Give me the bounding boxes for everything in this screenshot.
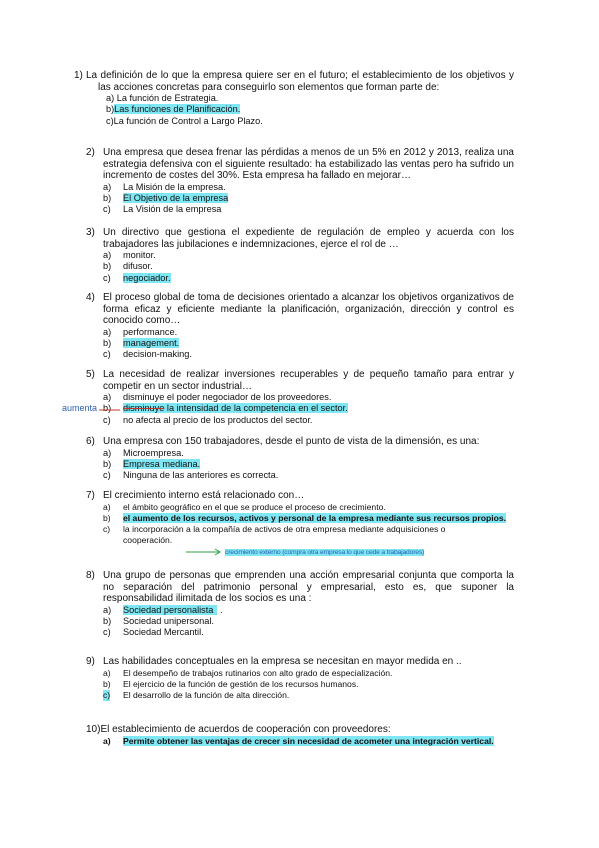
q3-option-b: b) difusor. [103, 261, 153, 272]
question-5-text: 5) La necesidad de realizar inversiones recuperables y de pequeño tamaño para entrar y competir en un sector industrial… [86, 369, 514, 392]
handwritten-note-aumenta: aumenta [62, 403, 98, 413]
arrow-right-icon [186, 548, 224, 556]
question-10 [86, 724, 514, 747]
question-6 [86, 436, 514, 481]
q8-option-c: c) Sociedad Mercantil. [103, 627, 204, 638]
question-8-text: 8) Una grupo de personas que emprenden una acción empresarial conjunta que comporta la no separación del patrimonio personal y empresarial, esto es, que suponer la responsabilidad ilimitada de los socios es una : [86, 570, 514, 605]
question-5 [86, 369, 514, 426]
question-2 [86, 147, 514, 215]
question-3-text: 3) Un directivo que gestiona el expediente de regulación de empleo y acuerda con los trabajadores las jubilaciones e indemnizaciones, ejerce el rol de … [86, 227, 514, 250]
q5-option-c: c) no afecta al precio de los productos del sector. [103, 414, 313, 425]
q2-option-b: b) El Objetivo de la empresa [103, 192, 229, 203]
q5-option-b: b) disminuye la intensidad de la competencia en el sector. [103, 403, 348, 414]
q6-option-a: a) Microempresa. [103, 447, 184, 458]
q4-option-b: b) management. [103, 337, 180, 348]
question-4 [86, 292, 514, 360]
question-8 [86, 570, 514, 638]
q1-option-c: c)La función de Control a Largo Plazo. [106, 115, 263, 126]
question-9 [86, 656, 514, 701]
question-9-text: 9) Las habilidades conceptuales en la empresa se necesitan en mayor medida en .. [86, 656, 462, 667]
q7-option-a: a) el ámbito geográfico en el que se produce el proceso de crecimiento. [103, 501, 386, 512]
q6-option-b: b) Empresa mediana. [103, 458, 201, 469]
q1-option-b: b)Las funciones de Planificación. [106, 104, 241, 115]
question-1-text: 1) La definición de lo que la empresa quiere ser en el futuro; el establecimiento de los objetivos y las acciones concretas para conseguirlo son elementos que forman parte de: [74, 70, 514, 93]
question-7 [86, 490, 514, 546]
q2-option-c: c) La Visión de la empresa [103, 204, 222, 215]
question-7-text: 7) El crecimiento interno está relacionado con… [86, 490, 305, 501]
question-1 [74, 70, 514, 127]
q7-option-c: c) la incorporación a la compañía de activos de otra empresa mediante adquisiciones o cooperación. [103, 524, 446, 546]
q3-option-c: c) negociador. [103, 272, 171, 283]
q8-option-a: a) Sociedad personalista . [103, 604, 223, 615]
q4-option-c: c) decision-making. [103, 349, 192, 360]
question-6-text: 6) Una empresa con 150 trabajadores, desde el punto de vista de la dimensión, es una: [86, 436, 480, 447]
q3-option-a: a) monitor. [103, 250, 156, 261]
q10-option-a: a) Permite obtener las ventajas de crecer sin necesidad de acometer una integración vertical. [103, 735, 494, 746]
q7-option-b: b) el aumento de los recursos, activos y personal de la empresa mediante sus recursos propios. [103, 512, 507, 523]
q2-option-a: a) La Misión de la empresa. [103, 181, 226, 192]
question-3 [86, 227, 514, 284]
question-10-text: 10)El establecimiento de acuerdos de cooperación con proveedores: [86, 724, 391, 735]
q1-option-a: a) La función de Estrategia. [106, 93, 219, 104]
q8-option-b: b) Sociedad unipersonal. [103, 615, 214, 626]
q9-option-a: a) El desempeño de trabajos rutinarios con alto grado de especialización. [103, 667, 393, 678]
q9-option-c: c) El desarrollo de la función de alta dirección. [103, 690, 290, 700]
q4-option-a: a) performance. [103, 326, 178, 337]
question-2-text: 2) Una empresa que desea frenar las pérdidas a menos de un 5% en 2012 y 2013, realiza una estrategia defensiva con el siguiente resultado: ha estabilizado las ventas pero ha sufrido un incremento de costes del 30%. Esta empresa ha fallado en mejorar… [86, 147, 514, 182]
note-arrow-icon [98, 404, 124, 414]
q5-option-a: a) disminuye el poder negociador de los proveedores. [103, 392, 332, 403]
q6-option-c: c) Ninguna de las anteriores es correcta. [103, 470, 279, 480]
question-4-text: 4) El proceso global de toma de decisiones orientado a alcanzar los objetivos organizativos de forma eficaz y eficiente mediante la planificación, organización, dirección y control es conocido como… [86, 292, 514, 327]
q9-option-b: b) El ejercicio de la función de gestión de los recursos humanos. [103, 678, 359, 689]
handwritten-note-crecimiento-externo: crecimiento externo (compra otra empresa lo que cede a trabajadores) [225, 549, 425, 556]
